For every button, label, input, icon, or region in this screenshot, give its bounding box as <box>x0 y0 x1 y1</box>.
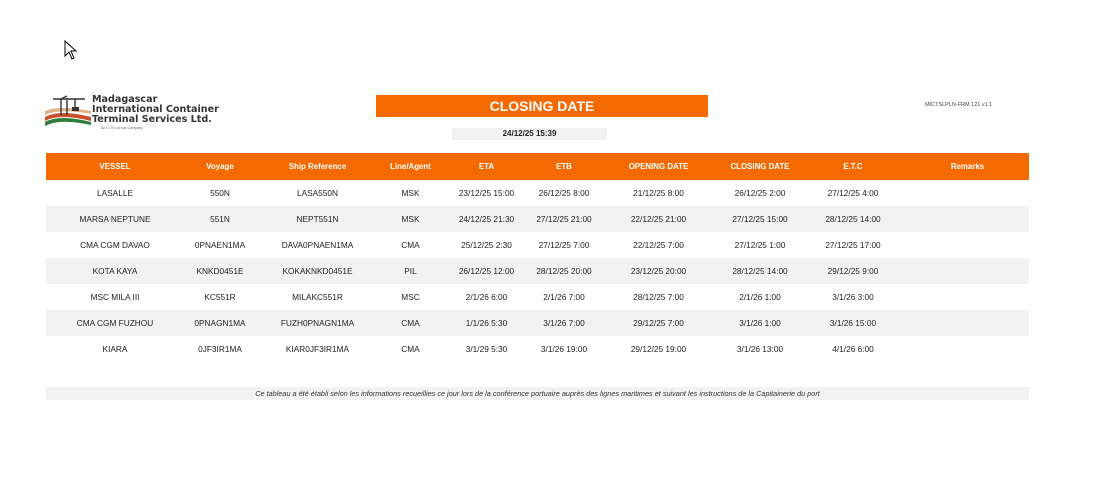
line-agent-cell: CMA <box>401 318 420 328</box>
voyage-cell: KNKD0451E <box>196 266 244 276</box>
etc-cell: 28/12/25 14:00 <box>825 214 881 224</box>
header-cell: ETA <box>478 162 495 171</box>
line-agent-cell: PIL <box>404 266 417 276</box>
vessel-cell: KOTA KAYA <box>92 266 138 276</box>
header-cell: Voyage <box>206 162 234 171</box>
table-row <box>46 232 1029 258</box>
opening-date-cell: 29/12/25 7:00 <box>633 318 684 328</box>
table-row <box>46 336 1029 362</box>
opening-date-cell: 22/12/25 21:00 <box>630 214 687 224</box>
voyage-cell: 550N <box>210 188 230 198</box>
table-row <box>46 258 1029 284</box>
header-cell: VESSEL <box>99 162 131 171</box>
eta-cell: 3/1/29 5:30 <box>465 344 508 354</box>
closing-date-cell: 3/1/26 1:00 <box>739 318 781 328</box>
closing-date-cell: 3/1/26 13:00 <box>736 344 784 354</box>
header-cell: E.T.C <box>843 162 863 171</box>
etc-cell: 27/12/25 17:00 <box>825 240 881 250</box>
mouse-cursor-icon <box>64 40 78 60</box>
ship-reference-cell: DAVA0PNAEN1MA <box>281 240 354 250</box>
report-date: 24/12/25 15:39 <box>452 128 607 140</box>
etb-cell: 3/1/26 7:00 <box>543 318 585 328</box>
form-code: MICTSLPLN-FRM 121 v1.1 <box>925 102 993 108</box>
etb-cell: 26/12/25 8:00 <box>538 188 590 198</box>
voyage-cell: 551N <box>210 214 230 224</box>
company-logo <box>45 94 219 135</box>
page-title: CLOSING DATE <box>376 95 708 117</box>
etb-cell: 3/1/26 19:00 <box>540 344 588 354</box>
eta-cell: 23/12/25 15:00 <box>458 188 515 198</box>
line-agent-cell: CMA <box>401 240 420 250</box>
logo-line-2: International Container <box>92 104 219 115</box>
ship-reference-cell: KOKAKNKD0451E <box>282 266 353 276</box>
opening-date-cell: 29/12/25 19:00 <box>630 344 687 354</box>
vessel-cell: KIARA <box>102 344 128 354</box>
table-row <box>46 284 1029 310</box>
voyage-cell: KC551R <box>204 292 236 302</box>
vessel-cell: CMA CGM DAVAO <box>80 240 150 250</box>
table-row <box>46 206 1029 232</box>
ship-reference-cell: LASA550N <box>296 188 339 198</box>
etb-cell: 28/12/25 20:00 <box>536 266 592 276</box>
header-cell: OPENING DATE <box>628 162 689 171</box>
logo-line-3: Terminal Services Ltd. <box>92 114 212 125</box>
etc-cell: 4/1/26 6:00 <box>832 344 874 354</box>
etb-cell: 27/12/25 21:00 <box>536 214 592 224</box>
logo-company-name <box>92 95 219 125</box>
etb-cell: 27/12/25 7:00 <box>538 240 590 250</box>
crane-logo-icon <box>45 95 91 127</box>
logo-subtext: An ICTSI Group Company <box>101 126 143 130</box>
closing-date-cell: 2/1/26 1:00 <box>739 292 781 302</box>
ship-reference-cell: NEPT551N <box>296 214 339 224</box>
footer-note: Ce tableau a été établi selon les informations recueillies ce jour lors de la conférence portuaire auprès des lignes maritimes et suivant les instructions de la Capitainerie du port <box>46 387 1029 400</box>
etc-cell: 29/12/25 9:00 <box>827 266 879 276</box>
closing-date-table <box>46 153 1029 362</box>
opening-date-cell: 21/12/25 8:00 <box>633 188 684 198</box>
line-agent-cell: MSC <box>401 292 420 302</box>
etc-cell: 3/1/26 3:00 <box>832 292 874 302</box>
opening-date-cell: 22/12/25 7:00 <box>633 240 684 250</box>
table-row <box>46 180 1029 206</box>
table-header-row <box>46 153 1029 180</box>
eta-cell: 25/12/25 2:30 <box>461 240 512 250</box>
opening-date-cell: 28/12/25 7:00 <box>633 292 684 302</box>
line-agent-cell: MSK <box>401 214 420 224</box>
voyage-cell: 0PNAGN1MA <box>194 318 246 328</box>
ship-reference-cell: MILAKC551R <box>292 292 343 302</box>
table-row <box>46 310 1029 336</box>
logo-line-1: Madagascar <box>92 94 158 105</box>
header-cell: ETB <box>556 162 572 171</box>
eta-cell: 1/1/26 5:30 <box>465 318 508 328</box>
eta-cell: 26/12/25 12:00 <box>458 266 515 276</box>
closing-date-cell: 26/12/25 2:00 <box>734 188 786 198</box>
eta-cell: 24/12/25 21:30 <box>458 214 515 224</box>
header-cell: Line/Agent <box>390 162 431 171</box>
line-agent-cell: CMA <box>401 344 420 354</box>
vessel-cell: CMA CGM FUZHOU <box>76 318 154 328</box>
etb-cell: 2/1/26 7:00 <box>543 292 585 302</box>
header-cell: CLOSING DATE <box>730 162 790 171</box>
closing-date-cell: 27/12/25 15:00 <box>732 214 788 224</box>
line-agent-cell: MSK <box>401 188 420 198</box>
voyage-cell: 0JF3IR1MA <box>198 344 242 354</box>
opening-date-cell: 23/12/25 20:00 <box>630 266 687 276</box>
header-cell: Remarks <box>950 162 985 171</box>
vessel-cell: LASALLE <box>97 188 133 198</box>
eta-cell: 2/1/26 6:00 <box>465 292 508 302</box>
header-cell: Ship Reference <box>288 162 347 171</box>
vessel-cell: MARSA NEPTUNE <box>79 214 151 224</box>
etc-cell: 3/1/26 15:00 <box>829 318 877 328</box>
closing-date-cell: 27/12/25 1:00 <box>734 240 786 250</box>
vessel-cell: MSC MILA III <box>90 292 140 302</box>
closing-date-cell: 28/12/25 14:00 <box>732 266 788 276</box>
voyage-cell: 0PNAEN1MA <box>194 240 246 250</box>
ship-reference-cell: FUZH0PNAGN1MA <box>280 318 355 328</box>
etc-cell: 27/12/25 4:00 <box>827 188 879 198</box>
ship-reference-cell: KIAR0JF3IR1MA <box>285 344 350 354</box>
